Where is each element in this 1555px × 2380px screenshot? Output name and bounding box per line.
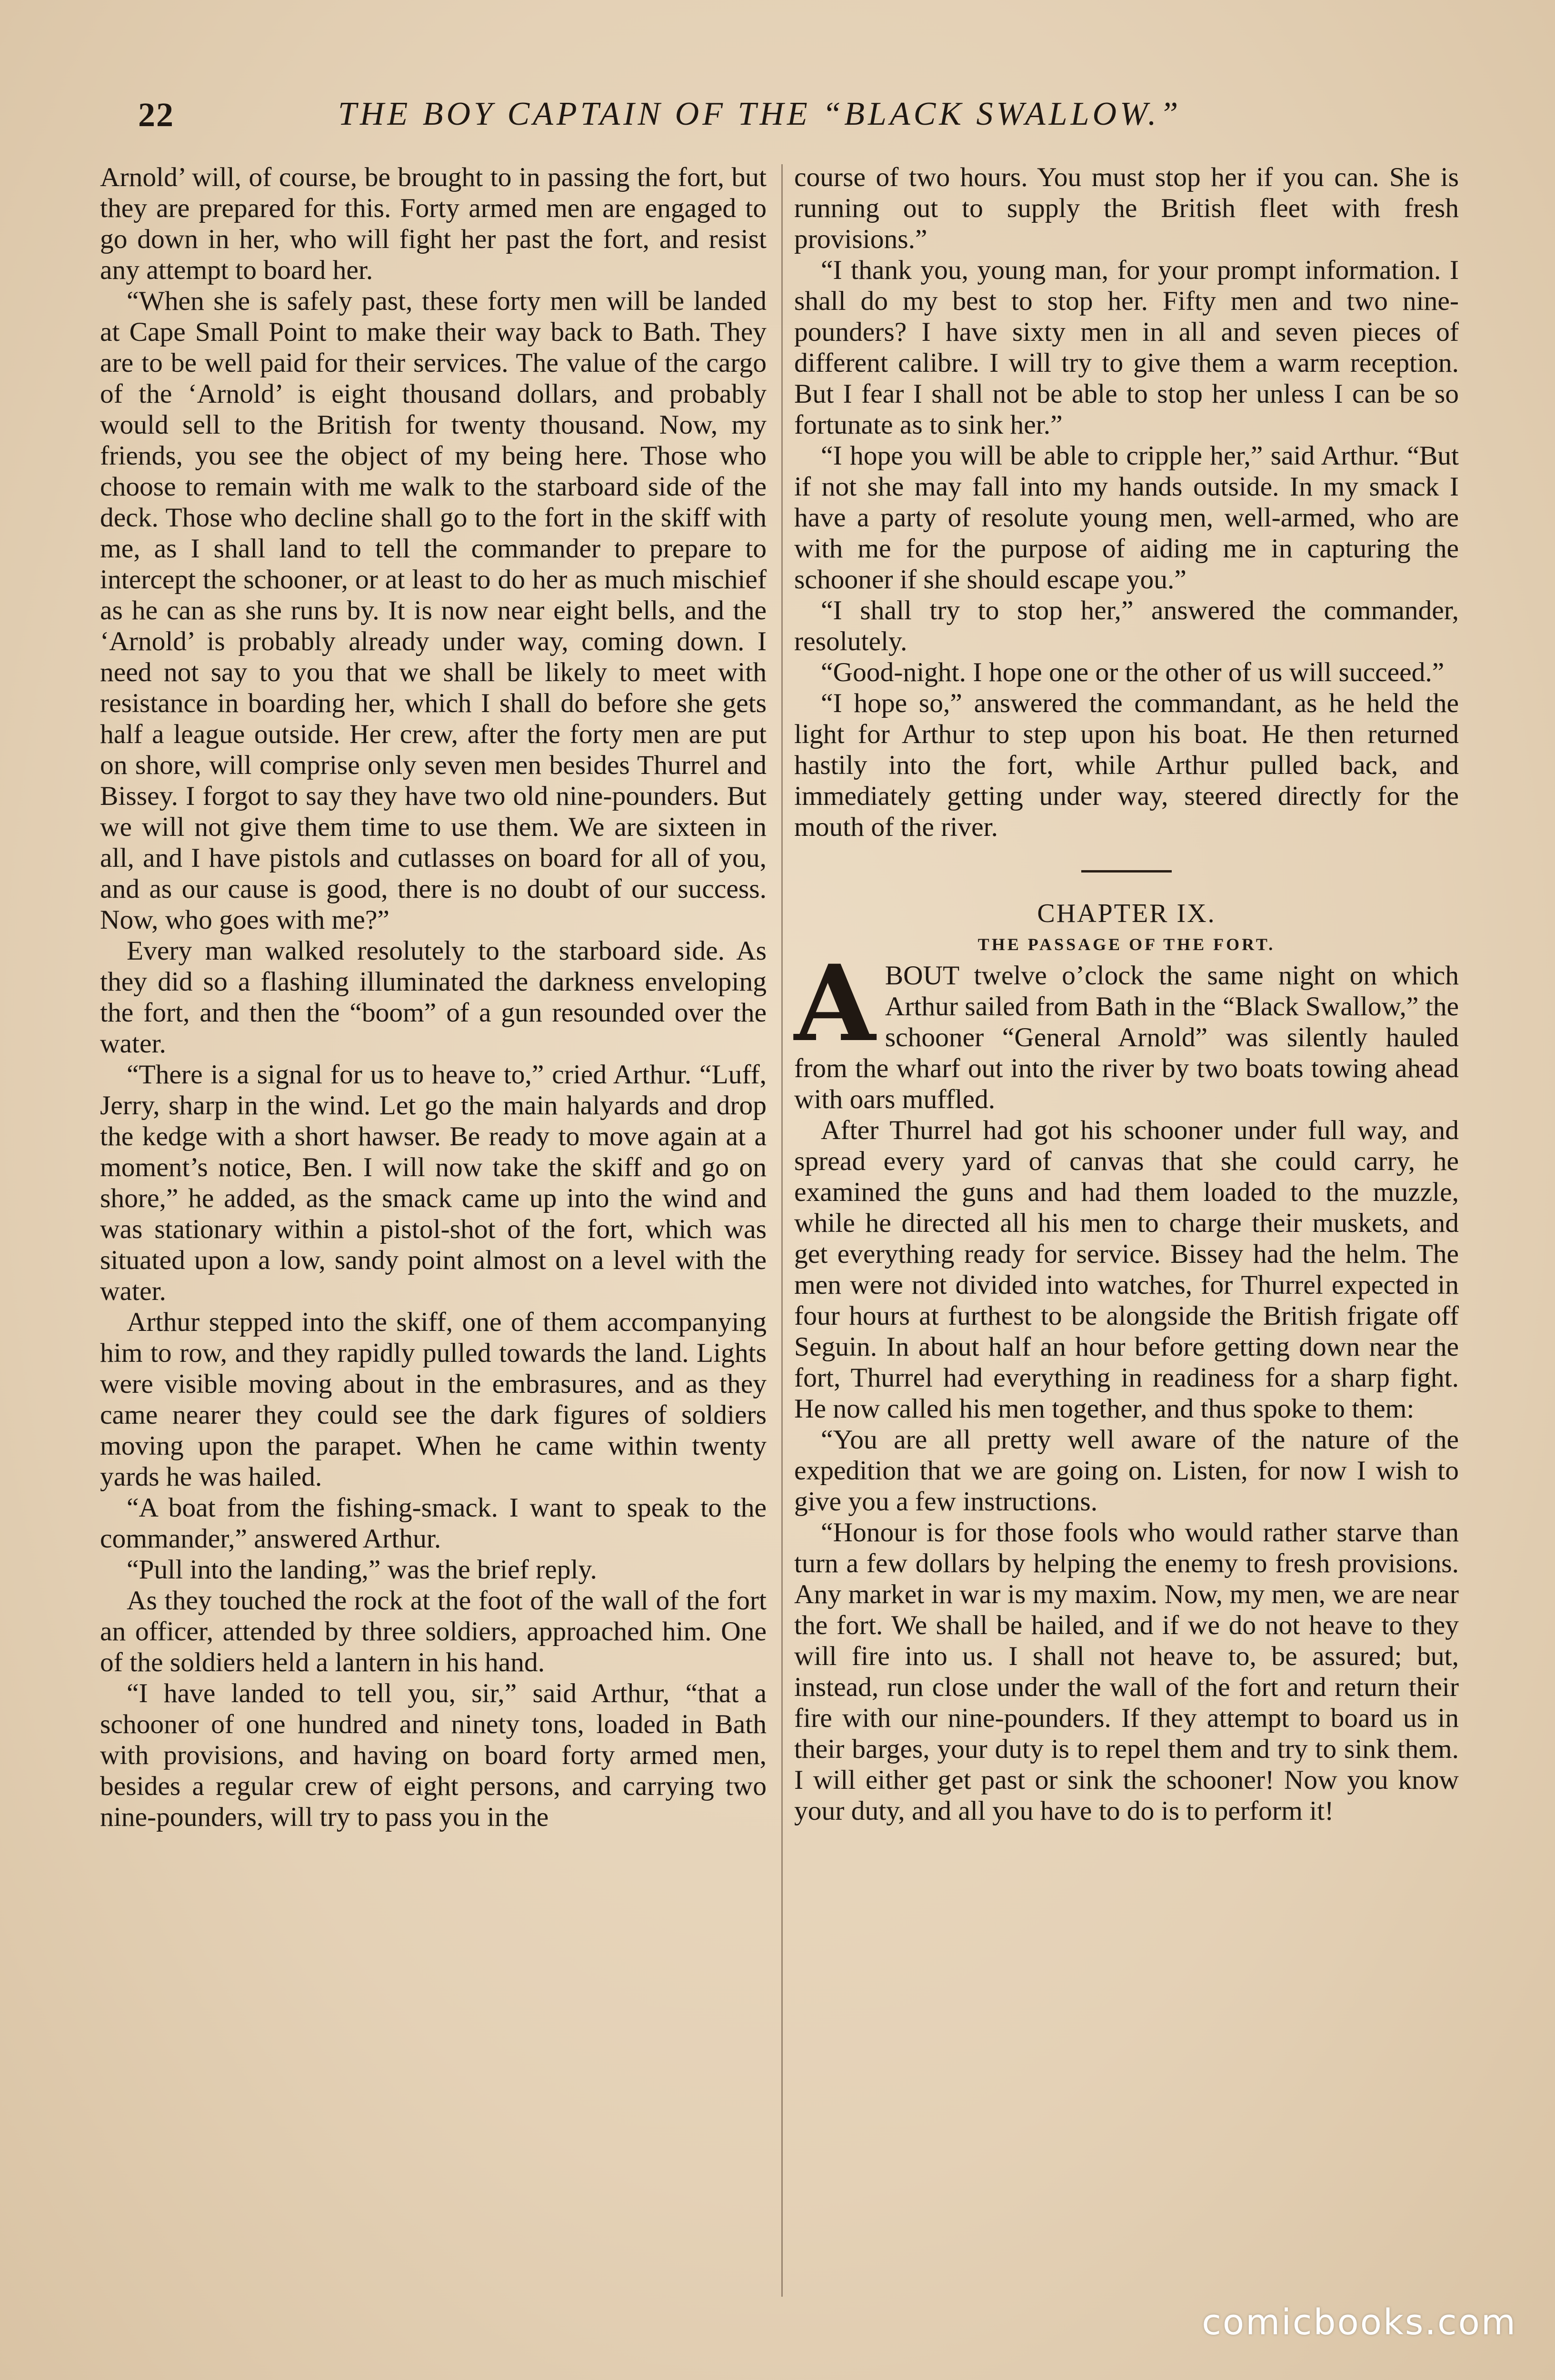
paragraph: “You are all pretty well aware of the nature of the expedition that we are going on. Listen, for now I wish to give you a few instructions. — [794, 1425, 1459, 1517]
paragraph: “I shall try to stop her,” answered the commander, resolutely. — [794, 595, 1459, 656]
paragraph: “I thank you, young man, for your prompt information. I shall do my best to stop her. Fifty men and two nine-pounders? I have sixty men in all and seven pieces of different calibre. I will try to give them a warm reception. But I fear I shall not be able to stop her unless I can be so fortunate as to sink her.” — [794, 255, 1459, 440]
drop-cap: A — [794, 942, 876, 1065]
paragraph: “Honour is for those fools who would rather starve than turn a few dollars by helping the enemy to fresh provisions. Any market in war is my maxim. Now, my men, we are near the fort. We shall be hailed, and if we do not heave to they will fire into us. I shall not heave to, be assured; but, instead, run close under the wall of the fort and return their fire with our nine-pounders. If they attempt to board us in their barges, your duty is to repel them and try to sink them. I will either get past or sink the schooner! Now you know your duty, and all you have to do is to perform it! — [794, 1517, 1459, 1826]
paragraph: “When she is safely past, these forty men will be landed at Cape Small Point to make their way back to Bath. They are to be well paid for their services. The value of the cargo of the ‘Arnold’ is eight thousand dollars, and probably would sell to the British for twenty thousand. Now, my friends, you see the object of my being here. Those who choose to remain with me walk to the starboard side of the deck. Those who decline shall go to the fort in the skiff with me, as I shall land to tell the commander to prepare to intercept the schooner, or at least to do her as much mischief as he can as she runs by. It is now near eight bells, and the ‘Arnold’ is probably already under way, coming down. I need not say to you that we shall be likely to meet with resistance in boarding her, which I shall do before she gets half a league outside. Her crew, after the forty men are put on shore, will comprise only seven men besides Thurrel and Bissey. I forgot to say they have two old nine-pounders. But we will not give them time to use them. We are sixteen in all, and I have pistols and cutlasses on board for all of you, and as our cause is good, there is no doubt of our success. Now, who goes with me?” — [100, 286, 767, 935]
paragraph: Arthur stepped into the skiff, one of them accompanying him to row, and they rapidly pulled towards the land. Lights were visible moving about in the embrasures, and as they came nearer they could see the dark figures of soldiers moving upon the parapet. When he came within twenty yards he was hailed. — [100, 1307, 767, 1492]
page-number: 22 — [138, 96, 174, 134]
paragraph: “I hope so,” answered the commandant, as he held the light for Arthur to step upon his boat. He then returned hastily into the fort, while Arthur pulled back, and immediately getting under way, steered directly for the mouth of the river. — [794, 688, 1459, 842]
paragraph: “Pull into the landing,” was the brief reply. — [127, 1555, 597, 1585]
right-column — [794, 162, 1459, 1826]
section-rule — [1081, 870, 1172, 873]
left-column — [100, 162, 767, 1833]
page-header — [110, 95, 1452, 148]
paragraph: As they touched the rock at the foot of the wall of the fort an officer, attended by three soldiers, approached him. One of the soldiers held a lantern in his hand. — [100, 1586, 767, 1677]
paragraph: “Good-night. I hope one or the other of us will succeed.” — [821, 657, 1445, 687]
paragraph: “A boat from the fishing-smack. I want to speak to the commander,” answered Arthur. — [100, 1493, 767, 1554]
paragraph: Every man walked resolutely to the starboard side. As they did so a flashing illuminated the darkness enveloping the fort, and then the “boom” of a gun resounded over the water. — [100, 936, 767, 1059]
watermark: comicbooks.com — [1202, 2302, 1517, 2343]
opening-text: BOUT twelve o’clock the same night on which Arthur sailed from Bath in the “Black Swallow,” the schooner “General Arnold” was silently hauled from the wharf out into the river by two boats towing ahead with oars muffled. — [794, 961, 1459, 1114]
paragraph: After Thurrel had got his schooner under full way, and spread every yard of canvas that she could carry, he examined the guns and had them loaded to the muzzle, while he directed all his men to charge their muskets, and get everything ready for service. Bissey had the helm. The men were not divided into watches, for Thurrel expected in four hours at furthest to be alongside the British frigate off Seguin. In about half an hour before getting down near the fort, Thurrel had everything in readiness for a sharp fight. He now called his men together, and thus spoke to them: — [794, 1115, 1459, 1424]
paragraph: course of two hours. You must stop her if you can. She is running out to supply the British fleet with fresh provisions.” — [794, 162, 1459, 254]
paragraph: “I have landed to tell you, sir,” said Arthur, “that a schooner of one hundred and ninety tons, loaded in Bath with provisions, and having on board forty armed men, besides a regular crew of eight persons, and carrying two nine-pounders, will try to pass you in the — [100, 1678, 767, 1832]
chapter-subtitle: THE PASSAGE OF THE FORT. — [977, 935, 1276, 954]
chapter-heading: CHAPTER IX. — [1037, 899, 1216, 928]
paragraph: “I hope you will be able to cripple her,” said Arthur. “But if not she may fall into my hands outside. In my smack I have a party of resolute young men, well-armed, who are with me for the purpose of aiding me in capturing the schooner if she should escape you.” — [794, 441, 1459, 595]
paragraph: “There is a signal for us to heave to,” cried Arthur. “Luff, Jerry, sharp in the wind. Let go the main halyards and drop the kedge with a short hawser. Be ready to move again at a moment’s notice, Ben. I will now take the skiff and go on shore,” he added, as the smack came up into the wind and was stationary within a pistol-shot of the fort, which was situated upon a low, sandy point almost on a level with the water. — [100, 1060, 767, 1306]
paragraph: Arnold’ will, of course, be brought to in passing the fort, but they are prepared for this. Forty armed men are engaged to go down in her, who will fight her past the fort, and resist any attempt to board her. — [100, 162, 767, 285]
running-title: THE BOY CAPTAIN OF THE “BLACK SWALLOW.” — [338, 96, 1182, 132]
column-divider — [781, 164, 783, 2297]
